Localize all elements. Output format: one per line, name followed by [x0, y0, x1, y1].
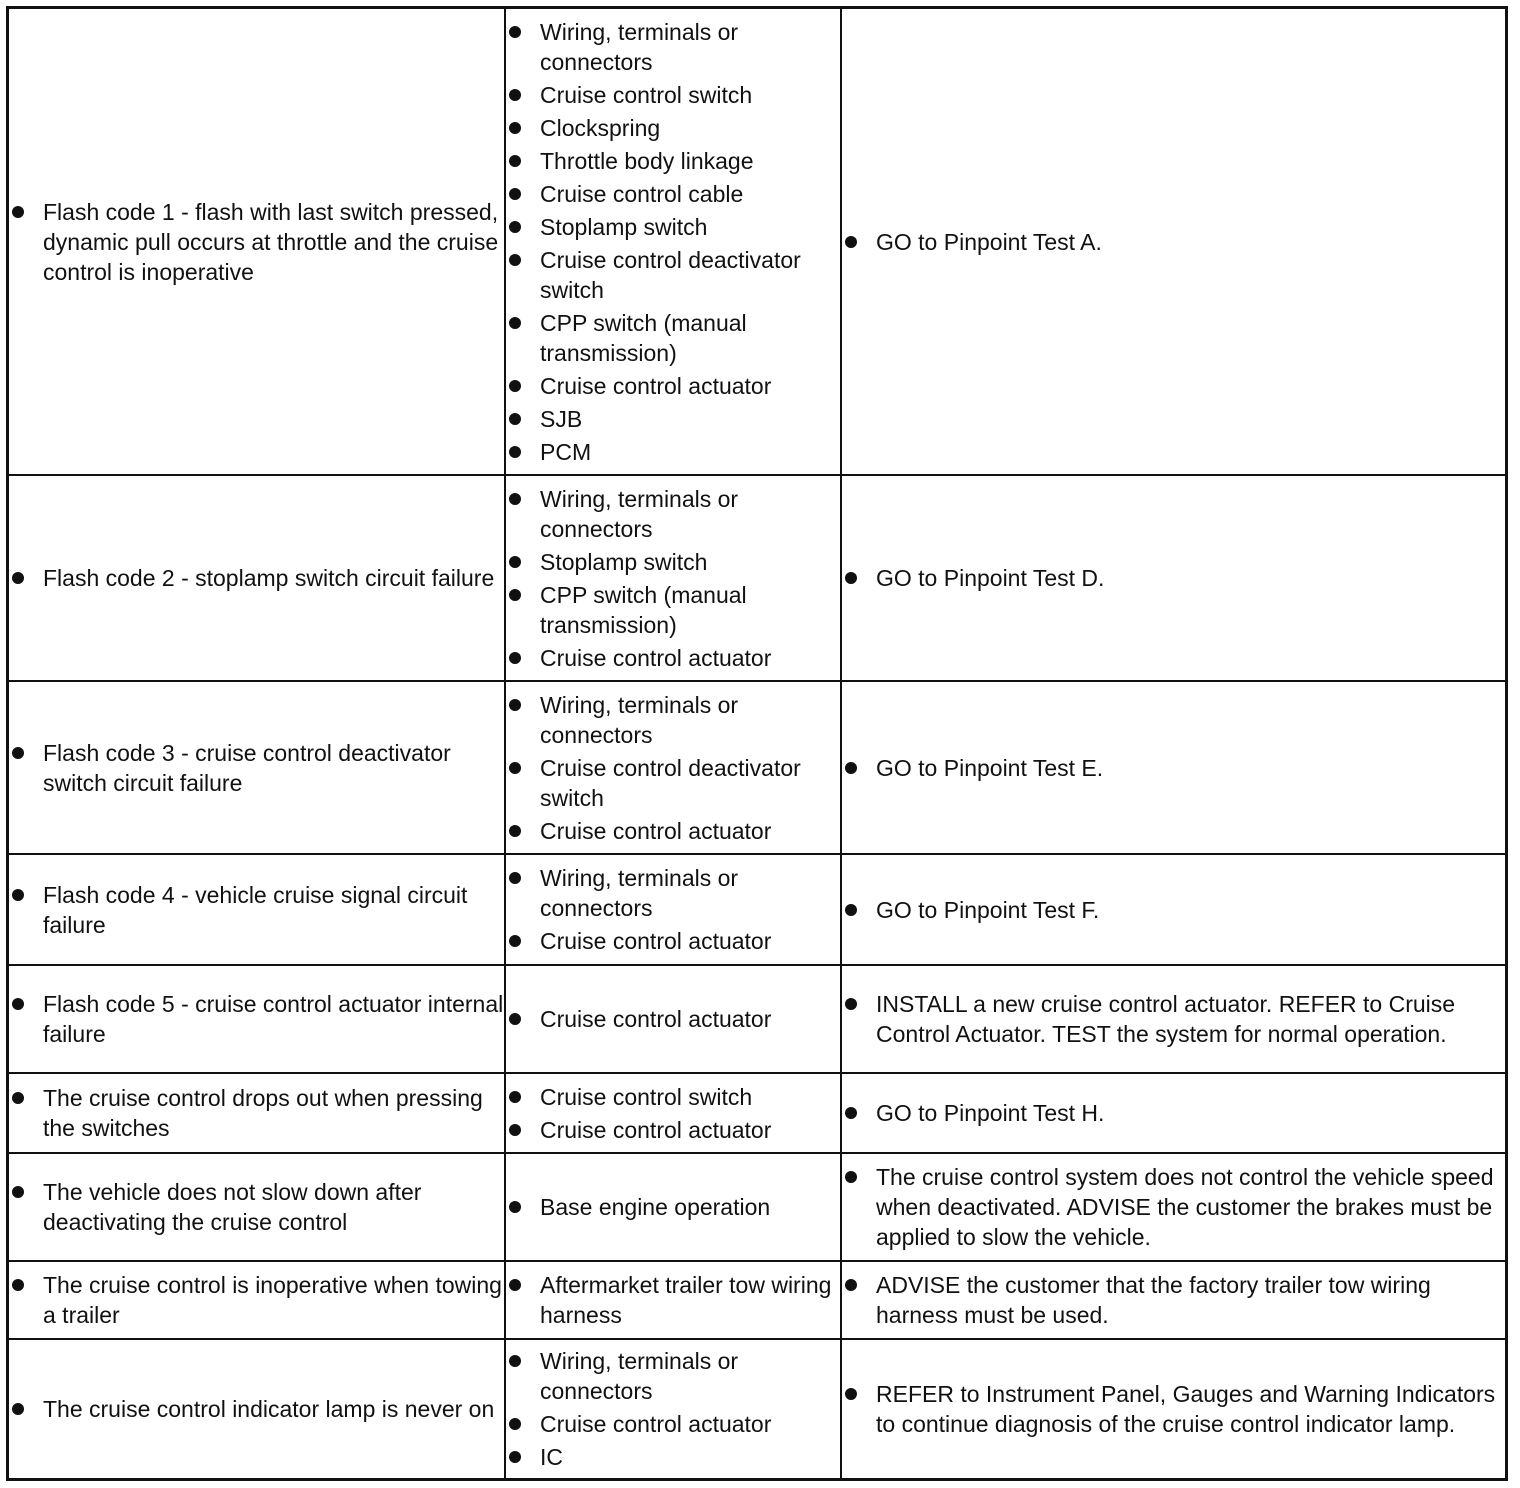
action-text: The cruise control system does not control the vehicle speed when deactivated. ADVISE the customer the brakes must be applied to slow the vehicle. [876, 1164, 1494, 1250]
cause-item [506, 580, 840, 640]
action-text: GO to Pinpoint Test A. [876, 228, 1102, 255]
cause-text: Wiring, terminals or connectors [540, 865, 739, 921]
bullet-icon [509, 872, 521, 884]
bullet-icon [509, 446, 521, 458]
bullet-icon [509, 1124, 521, 1136]
causes-cell [505, 681, 841, 854]
action-item [842, 753, 1505, 783]
condition-item [9, 989, 504, 1049]
bullet-icon [12, 747, 24, 759]
bullet-icon [509, 380, 521, 392]
cause-item [506, 1346, 840, 1406]
action-item [842, 563, 1505, 593]
cause-item [506, 80, 840, 110]
cause-text: Aftermarket trailer tow wiring harness [540, 1272, 832, 1328]
bullet-icon [509, 935, 521, 947]
bullet-icon [845, 1388, 857, 1400]
bullet-icon [845, 1107, 857, 1119]
bullet-icon [509, 1279, 521, 1291]
action-cell [841, 9, 1505, 475]
causes-cell [505, 1339, 841, 1478]
cause-item [506, 437, 840, 467]
cause-text: Throttle body linkage [540, 147, 754, 174]
action-cell [841, 475, 1505, 681]
table-row [9, 1339, 1505, 1478]
cause-item [506, 113, 840, 143]
condition-item [9, 738, 504, 798]
cause-item [506, 17, 840, 77]
bullet-icon [509, 188, 521, 200]
bullet-icon [509, 26, 521, 38]
condition-text: Flash code 4 - vehicle cruise signal circuit failure [43, 881, 468, 938]
action-item [842, 895, 1505, 925]
condition-text: The cruise control indicator lamp is never on [43, 1396, 495, 1422]
cause-item [506, 1270, 840, 1330]
action-item [842, 1098, 1505, 1128]
causes-cell [505, 1073, 841, 1153]
cause-item [506, 371, 840, 401]
bullet-icon [12, 889, 24, 901]
cause-text: CPP switch (manual transmission) [540, 309, 747, 366]
bullet-icon [509, 1201, 521, 1213]
causes-cell [505, 1261, 841, 1339]
table-body [9, 9, 1505, 1478]
action-cell [841, 1339, 1505, 1478]
action-item [842, 1162, 1505, 1252]
bullet-icon [12, 998, 24, 1010]
action-item [842, 227, 1505, 257]
cause-text: Cruise control deactivator switch [540, 754, 801, 811]
bullet-icon [509, 699, 521, 711]
bullet-icon [509, 155, 521, 167]
bullet-icon [509, 1355, 521, 1367]
cause-text: Clockspring [540, 114, 661, 141]
condition-item [9, 880, 504, 940]
table-row [9, 1261, 1505, 1339]
cause-item [506, 1409, 840, 1439]
table-row [9, 1153, 1505, 1261]
action-cell [841, 854, 1505, 965]
cause-text: Wiring, terminals or connectors [540, 691, 739, 748]
cause-item [506, 690, 840, 750]
action-cell [841, 681, 1505, 854]
causes-list [506, 1082, 840, 1145]
causes-cell [505, 475, 841, 681]
cause-text: Stoplamp switch [540, 548, 708, 575]
cause-item [506, 816, 840, 846]
cause-text: SJB [540, 405, 583, 432]
action-item [842, 1270, 1505, 1330]
table-row [9, 1073, 1505, 1153]
bullet-icon [509, 493, 521, 505]
bullet-icon [509, 254, 521, 266]
condition-item [9, 563, 504, 593]
action-text: GO to Pinpoint Test F. [876, 896, 1100, 923]
condition-text: Flash code 5 - cruise control actuator internal failure [43, 991, 504, 1047]
cause-item [506, 1004, 840, 1034]
cause-text: Cruise control switch [540, 81, 753, 108]
causes-list [506, 1346, 840, 1472]
cause-text: Cruise control actuator [540, 372, 772, 399]
condition-text: Flash code 3 - cruise control deactivator switch circuit failure [43, 739, 451, 796]
cause-item [506, 547, 840, 577]
table-row [9, 475, 1505, 681]
cause-text: Wiring, terminals or connectors [540, 1348, 739, 1404]
cause-text: Cruise control actuator [540, 1006, 772, 1032]
action-text: INSTALL a new cruise control actuator. REFER to Cruise Control Actuator. TEST the system for normal operation. [876, 991, 1456, 1047]
cause-text: Cruise control actuator [540, 817, 772, 844]
bullet-icon [845, 762, 857, 774]
bullet-icon [509, 825, 521, 837]
bullet-icon [509, 1013, 521, 1025]
bullet-icon [509, 556, 521, 568]
bullet-icon [12, 1279, 24, 1291]
cause-text: Base engine operation [540, 1194, 771, 1220]
table-row [9, 854, 1505, 965]
action-text: REFER to Instrument Panel, Gauges and Warning Indicators to continue diagnosis of the cruise control indicator lamp. [876, 1381, 1496, 1437]
bullet-icon [509, 1451, 521, 1463]
action-cell [841, 1153, 1505, 1261]
causes-list [506, 690, 840, 846]
cause-item [506, 863, 840, 923]
condition-item [9, 1270, 504, 1330]
condition-item [9, 1177, 504, 1237]
causes-list [506, 863, 840, 956]
causes-cell [505, 1153, 841, 1261]
condition-text: The vehicle does not slow down after deactivating the cruise control [43, 1179, 422, 1235]
action-item [842, 1379, 1505, 1439]
action-text: GO to Pinpoint Test E. [876, 754, 1104, 781]
cause-text: IC [540, 1444, 563, 1470]
bullet-icon [12, 1403, 24, 1415]
condition-cell [9, 475, 505, 681]
cause-item [506, 212, 840, 242]
cause-text: Cruise control actuator [540, 644, 772, 671]
bullet-icon [509, 89, 521, 101]
condition-item [9, 1083, 504, 1143]
cause-item [506, 245, 840, 305]
cause-item [506, 484, 840, 544]
bullet-icon [509, 1091, 521, 1103]
action-cell [841, 1073, 1505, 1153]
bullet-icon [509, 652, 521, 664]
condition-item [9, 197, 504, 287]
bullet-icon [509, 221, 521, 233]
action-text: GO to Pinpoint Test D. [876, 565, 1105, 591]
condition-cell [9, 9, 505, 475]
cause-item [506, 1192, 840, 1222]
bullet-icon [12, 1186, 24, 1198]
bullet-icon [509, 589, 521, 601]
bullet-icon [509, 762, 521, 774]
action-cell [841, 965, 1505, 1073]
condition-text: Flash code 2 - stoplamp switch circuit failure [43, 565, 495, 591]
cause-text: Cruise control cable [540, 180, 744, 207]
condition-cell [9, 854, 505, 965]
cause-text: Cruise control actuator [540, 928, 772, 954]
bullet-icon [845, 904, 857, 916]
condition-cell [9, 1153, 505, 1261]
condition-cell [9, 1073, 505, 1153]
cause-item [506, 1082, 840, 1112]
condition-cell [9, 965, 505, 1073]
cause-item [506, 146, 840, 176]
cause-item [506, 179, 840, 209]
causes-list [506, 1004, 840, 1034]
cause-item [506, 643, 840, 673]
condition-text: The cruise control is inoperative when towing a trailer [43, 1272, 502, 1328]
table-row [9, 681, 1505, 854]
causes-cell [505, 854, 841, 965]
causes-list [506, 484, 840, 673]
cause-text: Cruise control deactivator switch [540, 246, 801, 303]
causes-list [506, 1270, 840, 1330]
causes-list [506, 1192, 840, 1222]
cause-text: Cruise control actuator [540, 1411, 772, 1437]
cause-item [506, 308, 840, 368]
cause-item [506, 404, 840, 434]
cause-text: Cruise control actuator [540, 1116, 772, 1143]
cause-text: Stoplamp switch [540, 213, 708, 240]
bullet-icon [509, 1418, 521, 1430]
action-cell [841, 1261, 1505, 1339]
cause-item [506, 1115, 840, 1145]
cause-item [506, 753, 840, 813]
symptom-chart-table [9, 9, 1505, 1478]
bullet-icon [509, 413, 521, 425]
action-item [842, 989, 1505, 1049]
table-row [9, 965, 1505, 1073]
cause-text: PCM [540, 438, 592, 465]
bullet-icon [12, 206, 24, 218]
causes-list [506, 17, 840, 467]
cause-text: Cruise control switch [540, 1083, 753, 1110]
condition-text: The cruise control drops out when pressing the switches [43, 1085, 483, 1141]
causes-cell [505, 965, 841, 1073]
condition-cell [9, 1339, 505, 1478]
bullet-icon [509, 122, 521, 134]
bullet-icon [845, 998, 857, 1010]
cause-text: Wiring, terminals or connectors [540, 485, 739, 542]
bullet-icon [12, 1092, 24, 1104]
table-row [9, 9, 1505, 475]
diagnostic-table-frame [6, 6, 1508, 1481]
bullet-icon [509, 317, 521, 329]
cause-item [506, 926, 840, 956]
cause-text: CPP switch (manual transmission) [540, 581, 747, 638]
condition-cell [9, 1261, 505, 1339]
condition-text: Flash code 1 - flash with last switch pressed, dynamic pull occurs at throttle and the cruise control is inoperative [43, 198, 499, 285]
cause-item [506, 1442, 840, 1472]
cause-text: Wiring, terminals or connectors [540, 18, 739, 75]
bullet-icon [845, 1279, 857, 1291]
bullet-icon [845, 572, 857, 584]
condition-cell [9, 681, 505, 854]
causes-cell [505, 9, 841, 475]
condition-item [9, 1394, 504, 1424]
bullet-icon [12, 572, 24, 584]
bullet-icon [845, 236, 857, 248]
action-text: GO to Pinpoint Test H. [876, 1100, 1105, 1126]
action-text: ADVISE the customer that the factory trailer tow wiring harness must be used. [876, 1272, 1431, 1328]
bullet-icon [845, 1171, 857, 1183]
